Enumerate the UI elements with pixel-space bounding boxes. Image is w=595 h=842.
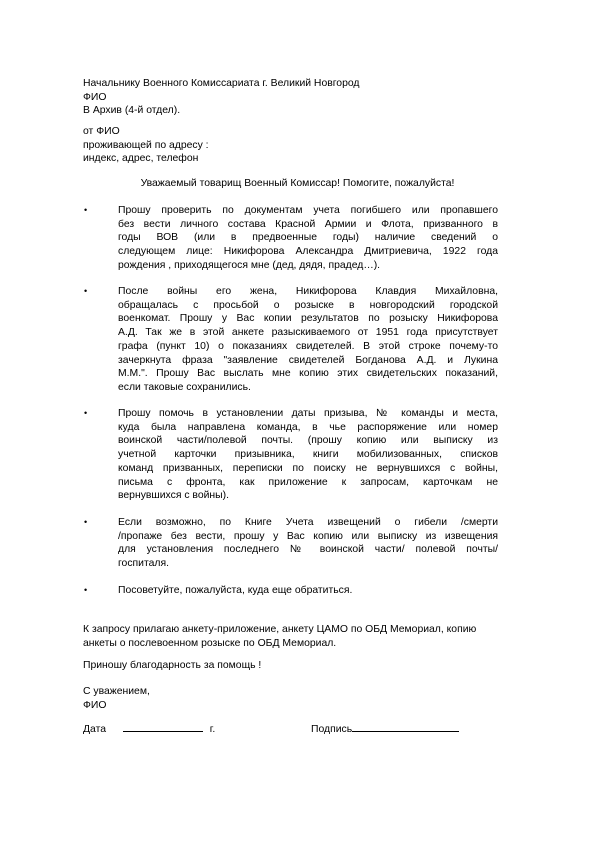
request-line: письма с фронта, как приложение к запросам, карточкам не bbox=[118, 476, 498, 488]
addressee-line: Начальнику Военного Комиссариата г. Великий Новгород bbox=[83, 78, 360, 89]
request-line: воинской части/полевой почты. (прошу копию или выписку из bbox=[118, 435, 498, 447]
request-line: годы ВОВ (или в предвоенные годы) наличие сведений о bbox=[118, 232, 498, 244]
date-blank bbox=[123, 721, 203, 732]
attachment-line: К запросу прилагаю анкету-приложение, анкету ЦАМО по ОБД Мемориал, копию bbox=[83, 624, 477, 635]
request-text bbox=[118, 407, 498, 503]
closing-block bbox=[83, 685, 503, 712]
request-line: военкомат. Прошу у Вас копии результатов по розыску Никифорова bbox=[118, 313, 498, 325]
request-text bbox=[118, 516, 498, 571]
year-suffix: г. bbox=[209, 724, 216, 735]
closing-line: ФИО bbox=[83, 699, 107, 711]
request-line: А.Д. Так же в этой анкете разыскиваемого от 1951 года присутствует bbox=[118, 327, 498, 339]
closing-line: С уважением, bbox=[83, 686, 150, 697]
request-line: без вести личного состава Красной Армии и Флота, призванного в bbox=[118, 218, 498, 230]
sender-line: индекс, адрес, телефон bbox=[83, 153, 199, 165]
request-line: Прошу проверить по документам учета погибшего или пропавшего bbox=[118, 205, 498, 216]
request-line: если таковые сохранились. bbox=[118, 381, 251, 393]
addressee-line: В Архив (4-й отдел). bbox=[83, 105, 181, 117]
request-line: Прошу помочь в установлении даты призыва, № команды и места, bbox=[118, 408, 498, 419]
request-line: обращалась с просьбой о розыске в новгородский городской bbox=[118, 299, 498, 311]
bullet-icon: • bbox=[84, 286, 88, 296]
request-text bbox=[118, 584, 498, 598]
request-line: М.М.". Прошу Вас выслать мне копию этих свидетельских показаний, bbox=[118, 368, 498, 380]
bullet-icon: • bbox=[84, 205, 88, 215]
request-line: зачеркнута фраза "заявление свидетелей Богданова А.Д. и Лукина bbox=[118, 354, 498, 366]
bullet-icon: • bbox=[84, 517, 88, 527]
request-line: Если возможно, по Книге Учета извещений о гибели /смерти bbox=[118, 517, 498, 528]
addressee-block bbox=[83, 77, 503, 118]
sender-block bbox=[83, 125, 503, 166]
signature-blank bbox=[352, 721, 459, 732]
greeting: Уважаемый товарищ Военный Комиссар! Помогите, пожалуйста! bbox=[140, 178, 455, 189]
request-line: графа (пункт 10) о показаниях свидетелей. В этой строке почему-то bbox=[118, 340, 498, 352]
request-text bbox=[118, 285, 498, 395]
request-line: для установления последнего № воинской части/ полевой почты/ bbox=[118, 544, 498, 556]
request-line: учетной карточки призывника, книги мобилизованных, списков bbox=[118, 449, 498, 461]
request-line: госпиталя. bbox=[118, 558, 169, 570]
request-line: рождения , приходящегося мне (дед, дядя, прадед…). bbox=[118, 259, 381, 271]
bullet-icon: • bbox=[84, 408, 88, 418]
attachment-line: анкеты о послевоенном розыске по ОБД Мемориал. bbox=[83, 637, 337, 649]
request-line: Посоветуйте, пожалуйста, куда еще обратиться. bbox=[118, 585, 353, 596]
sender-line: проживающей по адресу : bbox=[83, 139, 209, 151]
sender-line: от ФИО bbox=[83, 126, 120, 137]
request-line: куда была направлена команда, в чье распоряжение или номер bbox=[118, 421, 498, 433]
date-label: Дата bbox=[83, 724, 107, 735]
gratitude: Приношу благодарность за помощь ! bbox=[83, 660, 262, 671]
date-row bbox=[83, 721, 215, 737]
addressee-line: ФИО bbox=[83, 91, 107, 103]
bullet-icon: • bbox=[84, 585, 88, 595]
request-line: вернувшихся с войны). bbox=[118, 490, 229, 502]
signature-label: Подпись bbox=[311, 724, 353, 735]
request-line: следующем лице: Никифорова Александра Дмитриевича, 1922 года bbox=[118, 246, 498, 258]
request-text bbox=[118, 204, 498, 273]
attachment-note bbox=[83, 623, 513, 650]
signature-row bbox=[311, 721, 459, 737]
request-line: команд призванных, переписки по поиску не вернувшихся с войны, bbox=[118, 462, 498, 474]
request-line: После войны его жена, Никифорова Клавдия Михайловна, bbox=[118, 286, 498, 297]
request-line: /пропаже без вести, прошу у Вас копию или выписку из извещения bbox=[118, 530, 498, 542]
